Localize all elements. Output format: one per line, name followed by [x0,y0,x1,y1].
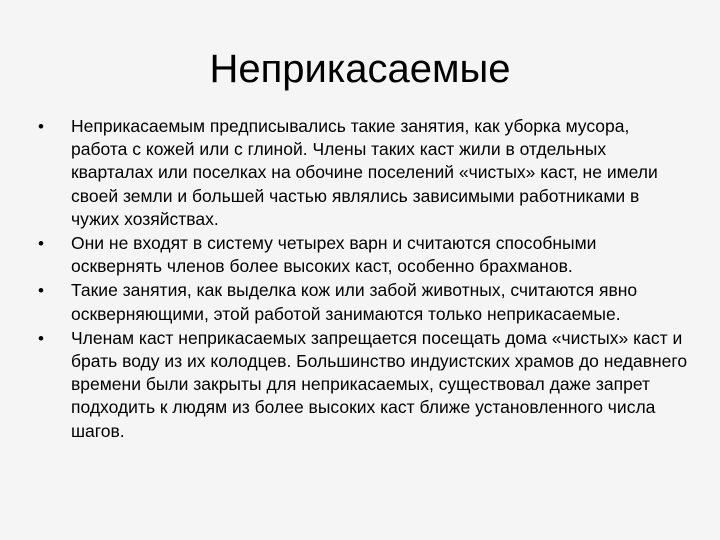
bullet-item [38,115,688,231]
bullet-dot-icon: • [38,328,44,348]
bullet-item [38,327,688,443]
bullet-text: Такие занятия, как выделка кож или забой животных, считаются явно оскверняющими, этой работой занимаются только неприкасаемые. [71,280,638,324]
bullet-text: Они не входят в систему четырех варн и считаются способными осквернять членов более высоких каст, особенно брахманов. [71,233,597,277]
slide-title: Неприкасаемые [209,47,511,91]
bullet-text: Неприкасаемым предписывались такие занятия, как уборка мусора, работа с кожей или с глиной. Члены таких каст жили в отдельных кварталах или поселках на обочине поселений «чистых» каст, не имели своей земли и большей частью являлись зависимыми работниками в чужих хозяйствах. [71,116,658,229]
bullet-dot-icon: • [38,234,44,254]
bullet-dot-icon: • [38,117,44,136]
bullet-text: Членам каст неприкасаемых запрещается посещать дома «чистых» каст и брать воду из их колодцев. Большинство индуистских храмов до недавнего времени были закрыты для неприкасаемых, существовал даже запрет подходить к людям из более высоких каст ближе установленного числа шагов. [71,327,688,441]
bullet-item [38,279,688,325]
bullet-item [38,232,688,278]
bullet-list [38,115,688,444]
bullet-dot-icon: • [38,281,44,301]
